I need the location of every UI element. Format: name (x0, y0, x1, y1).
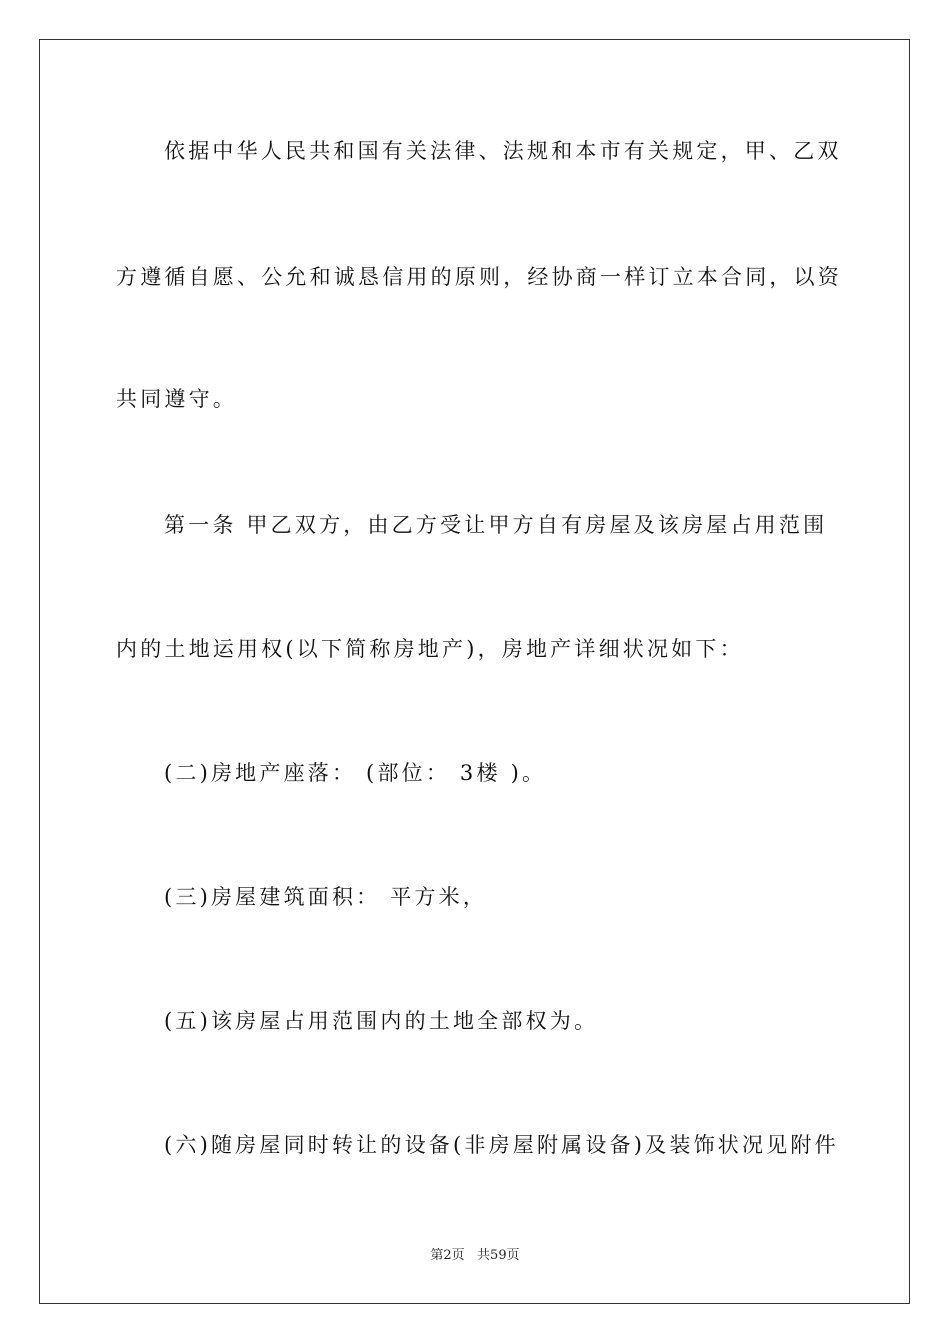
paragraph-line: (三)房屋建筑面积： 平方米， (164, 885, 488, 909)
paragraph-line: 内的土地运用权(以下简称房地产)，房地产详细状况如下： (116, 637, 744, 661)
paragraph-line: 依据中华人民共和国有关法律、法规和本市有关规定，甲、乙双 (164, 139, 842, 163)
paragraph-line: (二)房地产座落： (部位： 3楼 )。 (164, 761, 547, 785)
page-frame (39, 39, 910, 1304)
paragraph-line: 方遵循自愿、公允和诚恳信用的原则，经协商一样订立本合同，以资 (116, 265, 842, 289)
page-number-footer: 第2页 共59页 (430, 1248, 520, 1263)
paragraph-line: (六)随房屋同时转让的设备(非房屋附属设备)及装饰状况见附件 (164, 1133, 839, 1157)
paragraph-line: 第一条 甲乙双方，由乙方受让甲方自有房屋及该房屋占用范围 (164, 513, 828, 537)
paragraph-line: 共同遵守。 (116, 387, 237, 411)
paragraph-line: (五)该房屋占用范围内的土地全部权为。 (164, 1009, 599, 1033)
